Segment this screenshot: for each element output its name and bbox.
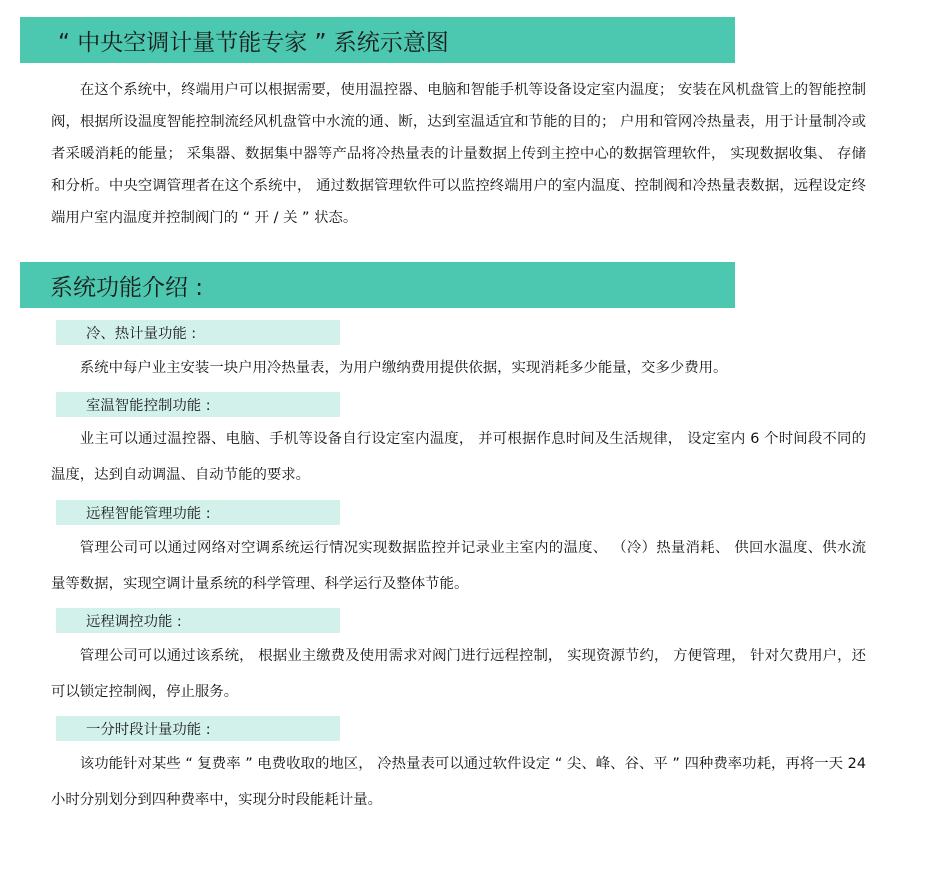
section-heading-remote-control — [56, 608, 340, 633]
section-heading-label: 远程智能管理功能 : — [86, 506, 211, 522]
section-heading-label: 一分时段计量功能 : — [86, 722, 211, 738]
page-title: “ 中央空调计量节能专家 ” 系统示意图 — [58, 29, 449, 56]
section-heading-time-of-use-metering — [56, 716, 340, 741]
section-heading-label: 冷、热计量功能 : — [86, 326, 197, 342]
title-banner — [20, 17, 735, 63]
section-text-remote-management: 管理公司可以通过网络对空调系统运行情况实现数据监控并记录业主室内的温度、 （冷）热量消耗、 供回水温度、供水流量等数据，实现空调计量系统的科学管理、科学运行及整体节能。 — [51, 540, 866, 592]
intro-paragraph: 在这个系统中，终端用户可以根据需要，使用温控器、电脑和智能手机等设备设定室内温度； 安装在风机盘管上的智能控制阀，根据所设温度智能控制流经风机盘管中水流的通、断，达到室温适宜和节能的目的； 户用和管网冷热量表，用于计量制冷或者采暖消耗的能量； 采集器、数据集中器等产品将冷热量表的计量数据上传到主控中心的数据管理软件， 实现数据收集、 存储和分析。中央空调管理者在这个系统中， 通过数据管理软件可以监控终端用户的室内温度、控制阀和冷热量表数据，远程设定终端用户室内温度并控制阀门的 “ 开 / 关 ” 状态。 — [51, 82, 866, 226]
section-heading-label: 远程调控功能 : — [86, 614, 182, 630]
section-text-cooling-heating-metering: 系统中每户业主安装一块户用冷热量表，为用户缴纳费用提供依据，实现消耗多少能量，交多少费用。 — [79, 360, 728, 376]
section-heading-label: 室温智能控制功能 : — [86, 398, 211, 414]
section-heading-room-temp-control — [56, 392, 340, 417]
section-text-time-of-use-metering: 该功能针对某些 “ 复费率 ” 电费收取的地区， 冷热量表可以通过软件设定 “ 尖、峰、谷、平 ” 四种费率功耗，再将一天 24 小时分别划分到四种费率中，实现分时段能耗计量。 — [51, 756, 866, 808]
section-heading-cooling-heating-metering — [56, 320, 340, 345]
functions-banner — [20, 262, 735, 308]
section-heading-remote-management — [56, 500, 340, 525]
section-text-room-temp-control: 业主可以通过温控器、电脑、手机等设备自行设定室内温度， 并可根据作息时间及生活规律， 设定室内 6 个时间段不同的温度，达到自动调温、自动节能的要求。 — [51, 431, 866, 483]
section-text-remote-control: 管理公司可以通过该系统， 根据业主缴费及使用需求对阀门进行远程控制， 实现资源节约， 方便管理， 针对欠费用户，还可以锁定控制阀，停止服务。 — [51, 648, 866, 700]
functions-title: 系统功能介绍 : — [50, 274, 204, 301]
